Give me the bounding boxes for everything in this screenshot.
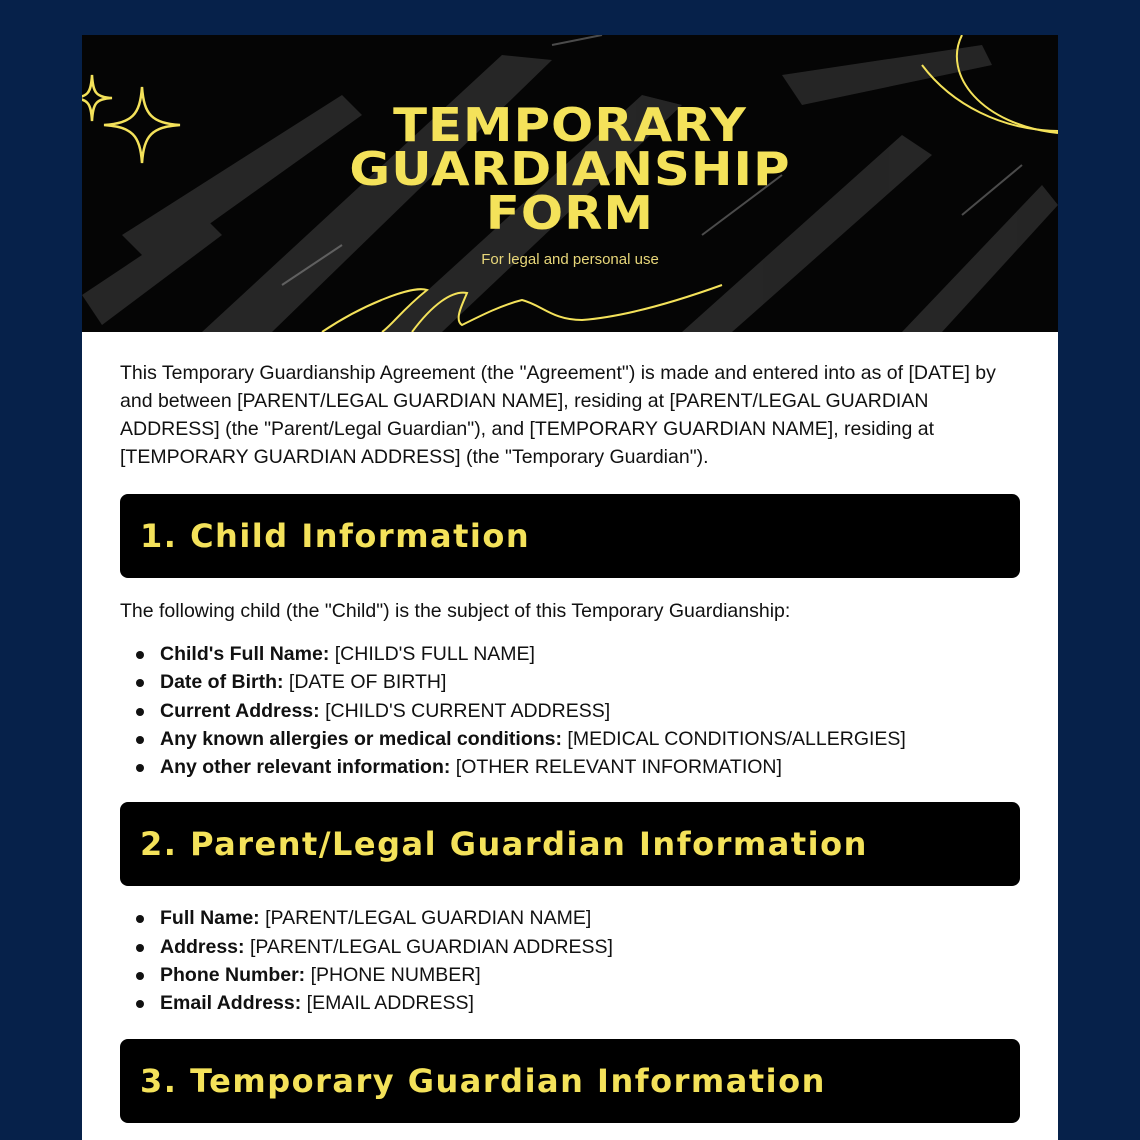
field-value: [MEDICAL CONDITIONS/ALLERGIES]	[567, 727, 906, 750]
list-item	[160, 753, 1020, 781]
field-label: Address:	[160, 935, 245, 958]
field-label: Email Address:	[160, 992, 302, 1015]
section-heading-child-information: 1. Child Information	[120, 494, 1020, 578]
field-value: [CHILD'S CURRENT ADDRESS]	[325, 699, 611, 722]
child-fields-list	[120, 640, 1020, 781]
list-item	[160, 640, 1020, 668]
list-item	[160, 961, 1020, 989]
field-value: [OTHER RELEVANT INFORMATION]	[455, 756, 782, 779]
form-subtitle: For legal and personal use	[481, 251, 659, 268]
field-value: [EMAIL ADDRESS]	[306, 992, 474, 1015]
field-value: [CHILD'S FULL NAME]	[334, 643, 535, 665]
document-page	[82, 35, 1058, 1140]
document-body	[82, 359, 1058, 1123]
title-line: FORM	[485, 186, 655, 240]
scribble-icon	[322, 285, 722, 332]
field-value: [PARENT/LEGAL GUARDIAN ADDRESS]	[249, 935, 613, 958]
field-label: Any other relevant information:	[160, 756, 451, 779]
list-item	[160, 904, 1020, 932]
field-value: [PARENT/LEGAL GUARDIAN NAME]	[265, 907, 592, 930]
list-item	[160, 668, 1020, 696]
field-label: Date of Birth:	[160, 671, 284, 694]
section-heading-parent-guardian-information: 2. Parent/Legal Guardian Information	[120, 802, 1020, 886]
intro-paragraph: This Temporary Guardianship Agreement (the "Agreement") is made and entered into as of [DATE] by and between [PARENT/LEGAL GUARDIAN NAME], residing at [PARENT/LEGAL GUARDIAN ADDRESS] (the "Parent/Legal Guardian"), and [TEMPORARY GUARDIAN NAME], residing at [TEMPORARY GUARDIAN ADDRESS] (the "Temporary Guardian").	[120, 362, 996, 468]
title-line: TEMPORARY	[393, 98, 747, 152]
section-lead-text: The following child (the "Child") is the subject of this Temporary Guardianship:	[120, 600, 791, 622]
header-banner	[82, 35, 1058, 332]
list-item	[160, 697, 1020, 725]
list-item	[160, 725, 1020, 753]
title-line: GUARDIANSHIP	[349, 142, 791, 196]
field-label: Full Name:	[160, 907, 260, 930]
field-value: [DATE OF BIRTH]	[288, 671, 447, 694]
field-label: Child's Full Name:	[160, 643, 330, 665]
field-label: Phone Number:	[160, 964, 306, 987]
section-heading-temporary-guardian-information: 3. Temporary Guardian Information	[120, 1039, 1020, 1123]
field-label: Current Address:	[160, 699, 320, 722]
parent-fields-list	[120, 904, 1020, 1017]
list-item	[160, 989, 1020, 1017]
list-item	[160, 933, 1020, 961]
field-value: [PHONE NUMBER]	[310, 964, 481, 987]
form-title	[82, 98, 1058, 240]
field-label: Any known allergies or medical conditions:	[160, 727, 562, 750]
